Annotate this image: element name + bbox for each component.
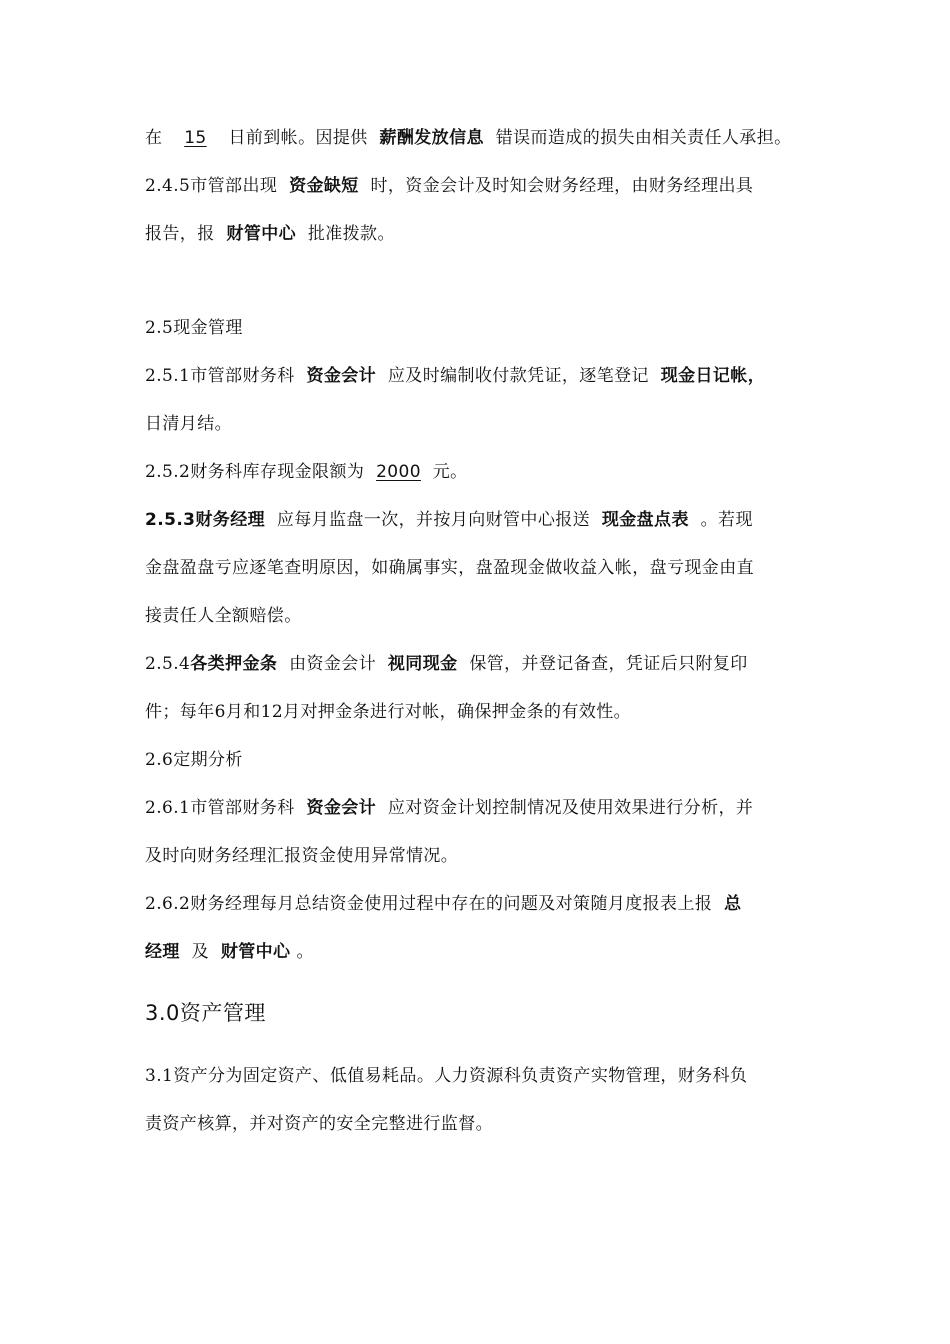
paragraph-line	[145, 604, 830, 628]
section-heading: 3.0资产管理	[145, 1001, 266, 1025]
text-span: 2.5.4	[145, 654, 191, 674]
bold-term: 现金盘点表	[601, 510, 689, 530]
paragraph-line	[145, 412, 830, 436]
text-span: 2.6.2财务经理每月总结资金使用过程中存在的问题及对策随月度报表上报	[145, 894, 713, 914]
text-span: 2.6.1市管部财务科	[145, 798, 295, 818]
text-span: 3.1资产分为固定资产、低值易耗品。人力资源科负责资产实物管理，财务科负	[145, 1066, 748, 1086]
text-span: 接责任人全额赔偿。	[145, 606, 302, 626]
bold-term: 资金会计	[306, 798, 377, 818]
text-span: 批准拨款。	[307, 224, 395, 244]
text-span: 及	[191, 942, 210, 962]
paragraph-line	[145, 460, 830, 484]
paragraph-line	[145, 1112, 830, 1136]
text-span: 责资产核算，并对资产的安全完整进行监督。	[145, 1114, 493, 1134]
text-span: 由资金会计	[289, 654, 377, 674]
text-span: 件；每年6月和12月对押金条进行对帐，确保押金条的有效性。	[145, 702, 632, 722]
bold-term: 视同现金	[387, 654, 458, 674]
bold-term: 资金会计	[306, 366, 377, 386]
text-span: 2.6定期分析	[145, 750, 243, 770]
text-span: 2.5.2财务科库存现金限额为	[145, 462, 365, 482]
text-span: 应每月监盘一次，并按月向财管中心报送	[276, 510, 591, 530]
section-title	[145, 316, 830, 340]
text-span: 报告，报	[145, 224, 215, 244]
bold-term: 现金日记帐，	[660, 366, 766, 386]
paragraph-line	[145, 1064, 830, 1088]
text-span: 时，资金会计及时知会财务经理，由财务经理出具	[370, 176, 754, 196]
section-title	[145, 748, 830, 772]
underlined-number: 15	[184, 128, 207, 148]
paragraph-line	[145, 222, 830, 246]
text-span: 日清月结。	[145, 414, 232, 434]
paragraph-line	[145, 174, 830, 198]
underlined-number: 2000	[376, 462, 421, 482]
bold-term: 财管中心	[226, 224, 297, 244]
paragraph-line	[145, 508, 830, 532]
paragraph-line	[145, 652, 830, 676]
paragraph-line	[145, 796, 830, 820]
bold-term: 各类押金条	[190, 654, 278, 674]
text-span: 应对资金计划控制情况及使用效果进行分析，并	[387, 798, 754, 818]
paragraph-line	[145, 892, 830, 916]
text-span: 保管，并登记备查，凭证后只附复印	[469, 654, 748, 674]
text-span: 2.5现金管理	[145, 318, 243, 338]
text-span: 。若现	[700, 510, 753, 530]
text-span: 2.5.1市管部财务科	[145, 366, 295, 386]
paragraph-line	[145, 364, 830, 388]
paragraph-line	[145, 126, 830, 150]
bold-term: 财管中心	[220, 942, 291, 962]
text-span: 。	[296, 942, 314, 962]
bold-term: 2.5.3财务经理	[145, 510, 266, 530]
text-span: 元。	[432, 462, 468, 482]
paragraph-line	[145, 844, 830, 868]
text-span: 应及时编制收付款凭证，逐笔登记	[387, 366, 649, 386]
bold-term: 薪酬发放信息	[379, 128, 484, 148]
text-span: 2.4.5市管部出现	[145, 176, 278, 196]
text-span: 错误而造成的损失由相关责任人承担。	[495, 128, 792, 148]
text-span: 及时向财务经理汇报资金使用异常情况。	[145, 846, 459, 866]
bold-term: 经理	[145, 942, 180, 962]
bold-term: 资金缺短	[289, 176, 359, 196]
bold-term: 总	[724, 894, 742, 914]
paragraph-line	[145, 556, 830, 580]
text-span: 日前到帐。因提供	[228, 128, 368, 148]
paragraph-line	[145, 700, 830, 724]
text-span: 金盘盈盘亏应逐笔查明原因，如确属事实，盘盈现金做收益入帐，盘亏现金由直	[145, 558, 754, 578]
text-span: 在	[145, 128, 163, 148]
paragraph-line	[145, 940, 830, 964]
